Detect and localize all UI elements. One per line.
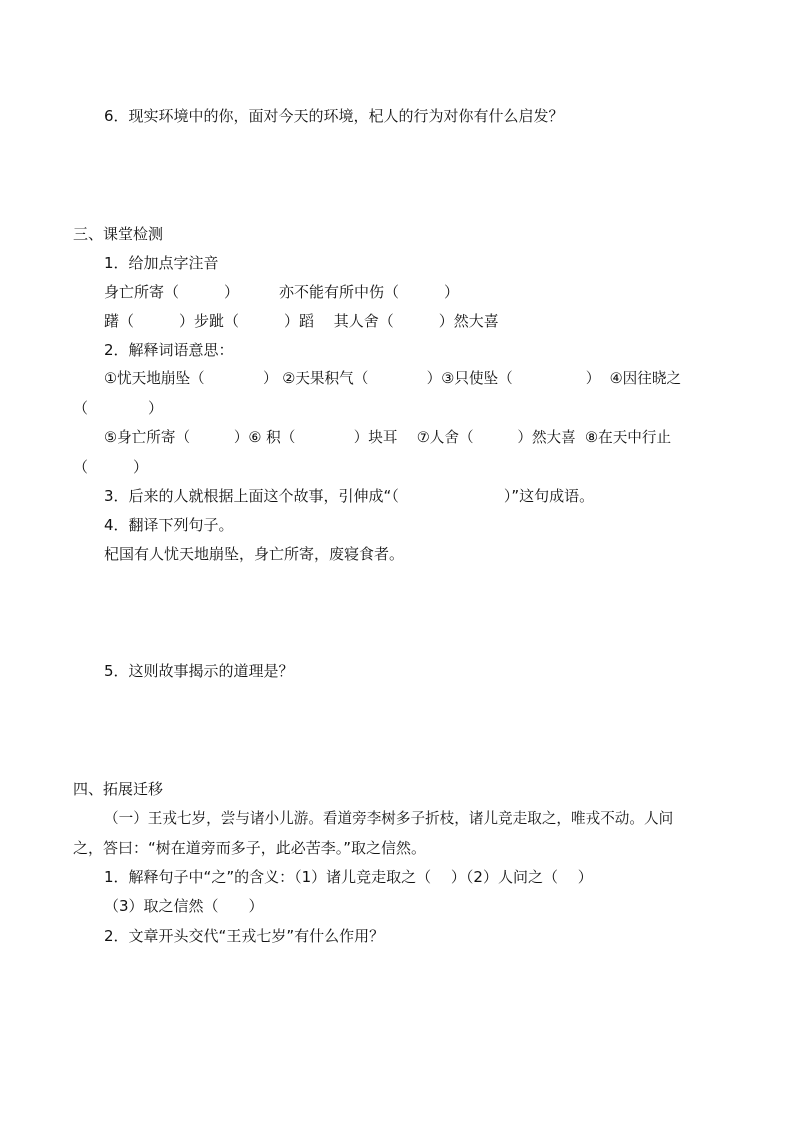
section-4-q1-line2: （3）取之信然（ ）: [104, 897, 264, 915]
section-3-q1-title: 1．给加点字注音: [104, 254, 219, 272]
section-4-q1-line1: 1．解释句子中“之”的含义：（1）诸儿竞走取之（ ）（2）人问之（ ）: [104, 868, 593, 886]
section-3-q5: 5．这则故事揭示的道理是？: [104, 662, 294, 680]
section-4-title: 四、拓展迁移: [73, 780, 164, 798]
section-3-title: 三、课堂检测: [73, 225, 164, 243]
section-3-q4-sentence: 杞国有人忧天地崩坠，身亡所寄，废寝食者。: [104, 545, 405, 563]
section-3-q2-title: 2．解释词语意思：: [104, 341, 234, 359]
section-3-q2-line2: ⑤身亡所寄（ ）⑥ 积（ ）块耳 ⑦人舍（ ）然大喜 ⑧在天中行止: [104, 429, 672, 446]
section-3-q3: 3．后来的人就根据上面这个故事，引伸成“（ ）”这句成语。: [104, 487, 595, 505]
section-3-q1-line1-a: 身亡所寄（ ）: [104, 283, 240, 301]
section-3-q1-line2: 躇（ ）步跐（ ）蹈 其人舍（ ）然大喜: [104, 312, 499, 330]
section-3-q2-line1-wrap: （ ）: [73, 399, 164, 417]
section-3-q2-line2-wrap: （ ）: [73, 458, 149, 476]
section-4-q2: 2．文章开头交代“王戎七岁”有什么作用？: [104, 927, 385, 945]
section-3-q2-line1: ①忧天地崩坠（ ） ②天果积气（ ）③只使坠（ ） ④因往晓之: [104, 370, 682, 387]
section-4-passage-line1: （一）王戎七岁，尝与诸小儿游。看道旁李树多子折枝，诸儿竞走取之，唯戎不动。人问: [104, 810, 674, 827]
section-4-passage-line2: 之，答曰：“树在道旁而多子，此必苦李。”取之信然。: [73, 839, 427, 857]
section-3-q4-title: 4．翻译下列句子。: [104, 516, 234, 534]
question-6: 6．现实环境中的你，面对今天的环境，杞人的行为对你有什么启发？: [104, 107, 564, 125]
section-3-q1-line1-b: 亦不能有所中伤（ ）: [279, 283, 460, 301]
